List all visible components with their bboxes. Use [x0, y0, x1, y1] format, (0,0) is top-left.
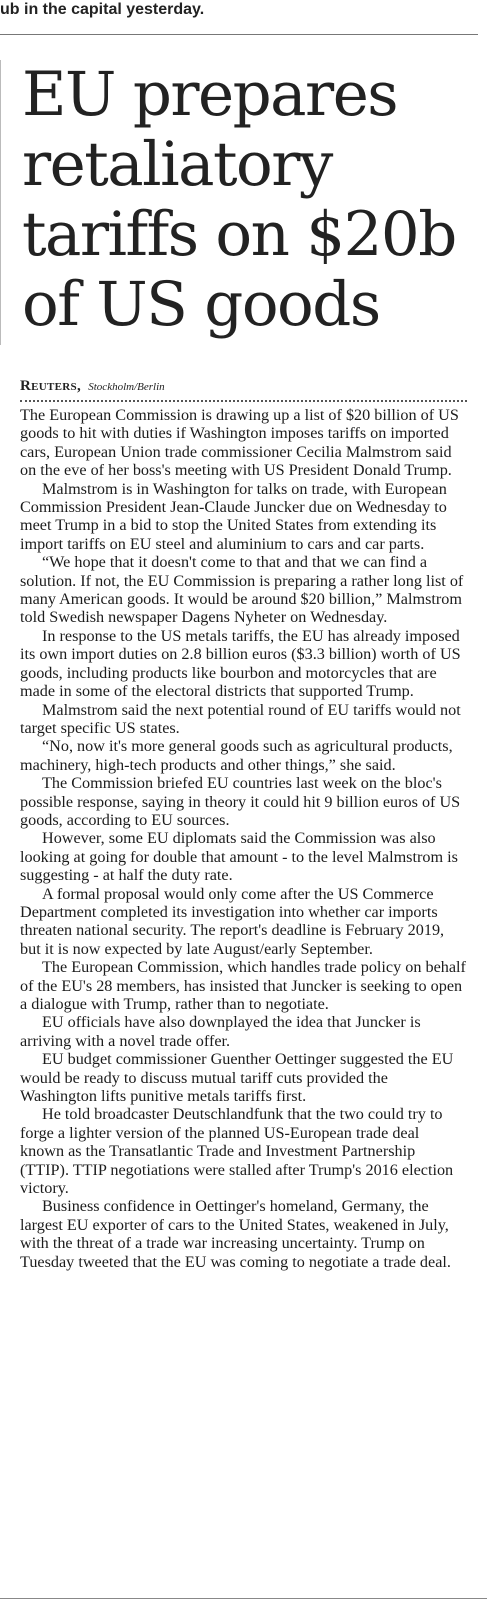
article-paragraph: Malmstrom is in Washington for talks on trade, with European Commission President Jean-Claude Juncker due on Wednesday to meet Trump in a bid to stop the United States from extending its import tariffs on EU steel and aluminium to cars and car parts.	[20, 479, 447, 553]
previous-article-caption: ub in the capital yesterday.	[0, 1, 205, 18]
dotted-divider	[20, 400, 467, 402]
bottom-divider	[0, 1598, 487, 1599]
byline	[20, 378, 165, 395]
article-paragraph: EU officials have also downplayed the idea that Juncker is arriving with a novel trade offer.	[20, 1013, 421, 1050]
article-paragraph: The European Commission is drawing up a list of $20 billion of US goods to hit with duties if Washington imposes tariffs on imported cars, European Union trade commissioner Cecilia Malmstrom said on the eve of her boss's meeting with US President Donald Trump.	[20, 406, 459, 480]
article-paragraph: Business confidence in Oettinger's homeland, Germany, the largest EU exporter of cars to the United States, weakened in July, with the threat of a trade war increasing uncertainty. Trump on Tuesday tweeted that the EU was coming to negotiate a trade deal.	[20, 1197, 451, 1271]
article-body	[20, 406, 467, 1271]
article-paragraph: “No, now it's more general goods such as agricultural products, machinery, high-tech products and other things,” she said.	[20, 737, 453, 774]
section-divider	[0, 34, 478, 35]
article-paragraph: He told broadcaster Deutschlandfunk that the two could try to forge a lighter version of the planned US-European trade deal known as the Transatlantic Trade and Investment Partnership (TTIP). TTIP negotiations were stalled after Trump's 2016 election victory.	[20, 1105, 454, 1198]
article-paragraph: However, some EU diplomats said the Commission was also looking at going for double that amount - to the level Malmstrom is suggesting - at half the duty rate.	[20, 829, 458, 885]
article-paragraph: A formal proposal would only come after the US Commerce Department completed its investigation into whether car imports threaten national security. The report's deadline is February 2019, but it is now expected by late August/early September.	[20, 884, 445, 958]
article-paragraph: EU budget commissioner Guenther Oettinger suggested the EU would be ready to discuss mutual tariff cuts provided the Washington lifts punitive metals tariffs first.	[20, 1050, 454, 1106]
article-paragraph: Malmstrom said the next potential round of EU tariffs would not target specific US states.	[20, 700, 461, 737]
article-paragraph: The European Commission, which handles trade policy on behalf of the EU's 28 members, has insisted that Juncker is seeking to open a dialogue with Trump, rather than to negotiate.	[20, 958, 466, 1013]
byline-agency: Reuters,	[20, 378, 81, 394]
article-headline: EU prepares retaliatory tariffs on $20b of US goods	[22, 59, 456, 340]
headline-side-rule	[0, 60, 1, 345]
article-paragraph: In response to the US metals tariffs, the EU has already imposed its own import duties on 2.8 billion euros ($3.3 billion) worth of US goods, including products like bourbon and motorcycles that are made in some of the electoral districts that supported Trump.	[20, 626, 461, 701]
article-paragraph: The Commission briefed EU countries last week on the bloc's possible response, saying in theory it could hit 9 billion euros of US goods, according to EU sources.	[20, 774, 461, 829]
article-paragraph: “We hope that it doesn't come to that and that we can find a solution. If not, the EU Commission is preparing a rather long list of many American goods. It would be around $20 billion,” Malmstrom told Swedish newspaper Dagens Nyheter on Wednesday.	[20, 553, 464, 627]
byline-dateline: Stockholm/Berlin	[88, 381, 165, 393]
